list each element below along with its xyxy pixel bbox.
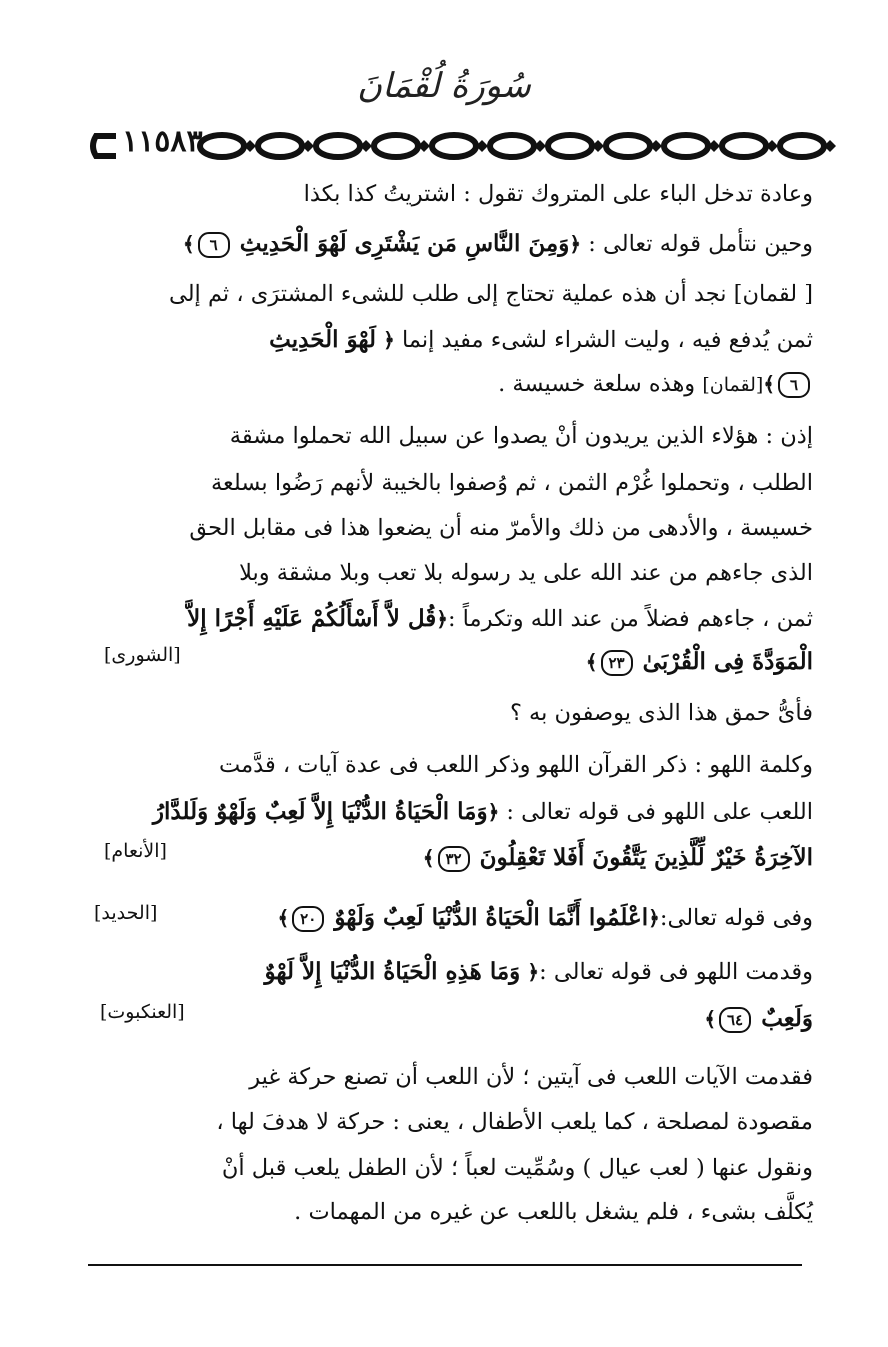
- line-2-text: وحين نتأمل قوله تعالى :: [581, 231, 813, 257]
- bottom-rule: [88, 1264, 802, 1266]
- line-14-text: اللعب على اللهو فى قوله تعالى :: [499, 799, 813, 825]
- verse-source: [الأنعام]: [104, 840, 167, 862]
- ayah-number: ٦: [198, 232, 230, 258]
- verse-source: [الحديد]: [94, 902, 158, 924]
- line-1: وعادة تدخل الباء على المتروك تقول : اشتريتُ كذا بكذا: [303, 181, 813, 207]
- quran-verse: وَمَا الْحَيَاةُ الدُّنْيَا إِلاَّ لَعِبٌ وَلَهْوٌ وَلَلدَّارُ: [152, 798, 488, 825]
- ayah-close-bracket: ﴾: [277, 906, 290, 930]
- ayah-number: ٦: [778, 372, 810, 398]
- ayah-close-bracket: ﴾: [763, 372, 775, 396]
- quran-verse: الآخِرَةُ خَيْرٌ لِّلَّذِينَ يَتَّقُونَ أَفَلا تَعْقِلُونَ: [479, 844, 813, 871]
- ayah-close-bracket: ﴾: [182, 232, 195, 256]
- verse-source: [العنكبوت]: [100, 1001, 185, 1023]
- ayah-close-bracket: ﴾: [704, 1007, 717, 1031]
- line-12: فأىُّ حمق هذا الذى يوصفون به ؟: [509, 700, 813, 726]
- ayah-number: ٣٢: [438, 846, 470, 872]
- line-16: [95, 896, 813, 940]
- line-19: فقدمت الآيات اللعب فى آيتين ؛ لأن اللعب أن تصنع حركة غير: [249, 1064, 813, 1090]
- surah-title: سُورَةُ لُقْمَانَ: [357, 66, 531, 106]
- line-17-text: وقدمت اللهو فى قوله تعالى :: [539, 959, 813, 985]
- verse-source: [لقمان]: [702, 374, 764, 396]
- line-13: وكلمة اللهو : ذكر القرآن اللهو وذكر اللعب فى عدة آيات ، قدَّمت: [219, 752, 813, 778]
- line-14: [95, 790, 813, 834]
- line-5-text: وهذه سلعة خسيسة .: [498, 371, 703, 397]
- line-10-text: ثمن ، جاءهم فضلاً من عند الله وتكرماً :: [447, 606, 813, 632]
- ayah-open-bracket: ﴿: [648, 906, 660, 930]
- line-16-text: وفى قوله تعالى:: [659, 905, 813, 931]
- ayah-open-bracket: ﴿: [527, 960, 540, 984]
- line-5: [95, 362, 813, 407]
- ayah-open-bracket: ﴿: [383, 328, 395, 352]
- line-6: إذن : هؤلاء الذين يريدون أنْ يصدوا عن سبيل الله تحملوا مشقة: [229, 423, 813, 449]
- quran-verse: وَمَا هَذِهِ الْحَيَاةُ الدُّنْيَا إِلاَّ لَهْوٌ: [264, 958, 521, 985]
- line-4-text: ثمن يُدفع فيه ، وليت الشراء لشىء مفيد إنما: [394, 327, 813, 353]
- verse-source: [الشورى]: [104, 644, 181, 666]
- line-20: مقصودة لمصلحة ، كما يلعب الأطفال ، يعنى : حركة لا هدفَ لها ،: [216, 1109, 813, 1135]
- line-2: [95, 222, 813, 266]
- line-9: الذى جاءهم من عند الله على يد رسوله بلا تعب وبلا مشقة وبلا: [239, 560, 813, 586]
- quran-verse: وَمِنَ النَّاسِ مَن يَشْتَرِى لَهْوَ الْحَدِيثِ: [239, 230, 570, 257]
- line-7: الطلب ، وتحملوا غُرْم الثمن ، ثم وُصفوا بالخيبة لأنهم رَضُوا بسلعة: [210, 470, 813, 496]
- ornamental-header-band: [88, 122, 852, 170]
- quran-verse: قُل لاَّ أَسْأَلُكُمْ عَلَيْهِ أَجْرًا إِلاَّ: [187, 605, 437, 632]
- ayah-number: ٢٣: [601, 650, 633, 676]
- ayah-number: ٦٤: [719, 1007, 751, 1033]
- line-3: [ لقمان] نجد أن هذه عملية تحتاج إلى طلب للشىء المشترَى ، ثم إلى: [168, 281, 813, 307]
- quran-verse: لَهْوَ الْحَدِيثِ: [269, 326, 376, 353]
- line-17: [95, 950, 813, 994]
- line-8: خسيسة ، والأدهى من ذلك والأمرّ منه أن يضعوا هذا فى مقابل الحق: [189, 515, 813, 541]
- ayah-open-bracket: ﴿: [436, 607, 448, 631]
- line-21: ونقول عنها ( لعب عيال ) وسُمِّيت لعباً ؛ لأن الطفل يلعب قبل أنْ: [221, 1155, 813, 1181]
- line-15: [95, 836, 813, 880]
- quran-verse: وَلَعِبٌ: [761, 1005, 813, 1032]
- ayah-close-bracket: ﴾: [585, 650, 598, 674]
- ayah-open-bracket: ﴿: [569, 232, 582, 256]
- line-10: [95, 597, 813, 641]
- line-4: [95, 318, 813, 362]
- ayah-open-bracket: ﴿: [487, 800, 500, 824]
- quran-verse: اعْلَمُوا أَنَّمَا الْحَيَاةُ الدُّنْيَا لَعِبٌ وَلَهْوٌ: [334, 904, 649, 931]
- line-18: [95, 997, 813, 1041]
- ayah-close-bracket: ﴾: [422, 846, 435, 870]
- page-number: ١١٥٨٣: [122, 124, 203, 159]
- quran-verse: الْمَوَدَّةَ فِى الْقُرْبَىٰ: [642, 648, 813, 675]
- line-11: [95, 640, 813, 684]
- ayah-number: ٢٠: [292, 906, 324, 932]
- line-22: يُكلَّف بشىء ، فلم يشغل باللعب عن غيره من المهمات .: [294, 1199, 813, 1225]
